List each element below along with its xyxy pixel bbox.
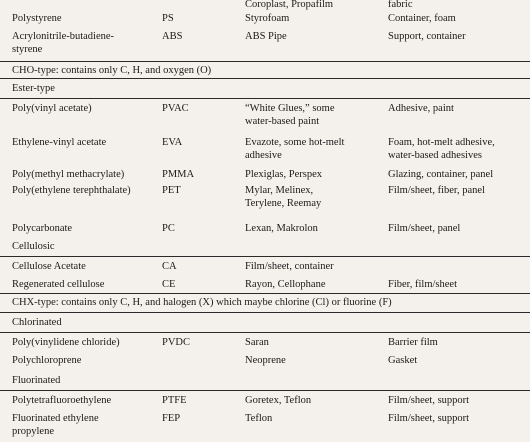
abbreviation-cell: PS [162, 13, 174, 24]
uses-cell: Barrier film [388, 337, 438, 348]
uses-cell: Glazing, container, panel [388, 169, 494, 180]
trade-names-cell: Plexiglas, Perspex [245, 169, 322, 180]
rule-fluorinated [0, 390, 530, 391]
polymer-name-cell: Fluorinated ethylene propylene [12, 413, 99, 437]
trade-names-cell: Film/sheet, container [245, 261, 334, 272]
abbreviation-cell: EVA [162, 137, 183, 148]
rule-chx-bottom [0, 312, 530, 313]
rule-chlorinated [0, 332, 530, 333]
abbreviation-cell: PTFE [162, 395, 187, 406]
uses-cell: Film/sheet, support [388, 413, 470, 424]
polymer-name-cell: Ethylene-vinyl acetate [12, 137, 107, 148]
section-heading-text: CHO-type: contains only C, H, and oxygen (O) [12, 65, 212, 76]
trade-names-cell: Teflon [245, 413, 273, 424]
abbreviation-cell: PET [162, 185, 181, 196]
polymer-name-cell: Regenerated cellulose [12, 279, 105, 290]
rule-cellulosic [0, 256, 530, 257]
trade-names-cell: Mylar, Melinex, Terylene, Reemay [245, 185, 322, 209]
subsection-heading-text: Cellulosic [12, 241, 55, 252]
polymer-name-cell: Polychloroprene [12, 355, 82, 366]
subsection-heading-text: Fluorinated [12, 375, 61, 386]
abbreviation-cell: CE [162, 279, 176, 290]
rule-cho-bottom [0, 78, 530, 79]
abbreviation-cell: ABS [162, 31, 183, 42]
abbreviation-cell: PVAC [162, 103, 189, 114]
rule-chx-top [0, 293, 530, 294]
subsection-heading-text: Chlorinated [12, 317, 62, 328]
polymer-name-cell: Polytetrafluoroethylene [12, 395, 112, 406]
trade-names-cell: Rayon, Cellophane [245, 279, 326, 290]
uses-cell: Support, container [388, 31, 466, 42]
uses-cell: Container, foam [388, 13, 456, 24]
polymer-name-cell: Poly(vinyl acetate) [12, 103, 92, 114]
subsection-heading-text: Ester-type [12, 83, 55, 94]
abbreviation-cell: PMMA [162, 169, 195, 180]
uses-cell: Foam, hot-melt adhesive, water-based adhesives [388, 137, 495, 161]
trade-names-cell: “White Glues,” some water-based paint [245, 103, 335, 127]
abbreviation-cell: CA [162, 261, 177, 272]
polymer-name-cell: Acrylonitrile-butadiene- styrene [12, 31, 115, 55]
polymer-name-cell: Poly(ethylene terephthalate) [12, 185, 131, 196]
trade-names-cell: ABS Pipe [245, 31, 287, 42]
polymer-name-cell: Cellulose Acetate [12, 261, 86, 272]
rule-ester [0, 98, 530, 99]
uses-cell: Fiber, film/sheet [388, 279, 457, 290]
polymer-name-cell: Polycarbonate [12, 223, 73, 234]
abbreviation-cell: PVDC [162, 337, 191, 348]
trade-names-cell: Saran [245, 337, 269, 348]
uses-cell: Film/sheet, support [388, 395, 470, 406]
section-heading-text: CHX-type: contains only C, H, and halogen (X) which maybe chlorine (Cl) or fluorine (F) [12, 297, 392, 308]
trade-names-cell: Neoprene [245, 355, 286, 366]
trade-names-cell: Goretex, Teflon [245, 395, 312, 406]
uses-cell: Film/sheet, panel [388, 223, 461, 234]
trade-names-cell: Lexan, Makrolon [245, 223, 318, 234]
trade-names-cell: Coroplast, Propafilm [245, 0, 334, 10]
abbreviation-cell: FEP [162, 413, 181, 424]
trade-names-cell: Styrofoam [245, 13, 290, 24]
uses-cell: Gasket [388, 355, 418, 366]
uses-cell: Adhesive, paint [388, 103, 454, 114]
rule-cho-top [0, 61, 530, 62]
polymer-name-cell: Poly(vinylidene chloride) [12, 337, 120, 348]
abbreviation-cell: PC [162, 223, 175, 234]
uses-cell: Film/sheet, fiber, panel [388, 185, 485, 196]
polymer-name-cell: Poly(methyl methacrylate) [12, 169, 125, 180]
trade-names-cell: Evazote, some hot-melt adhesive [245, 137, 345, 161]
polymer-name-cell: Polystyrene [12, 13, 62, 24]
uses-cell: fabric [388, 0, 413, 10]
